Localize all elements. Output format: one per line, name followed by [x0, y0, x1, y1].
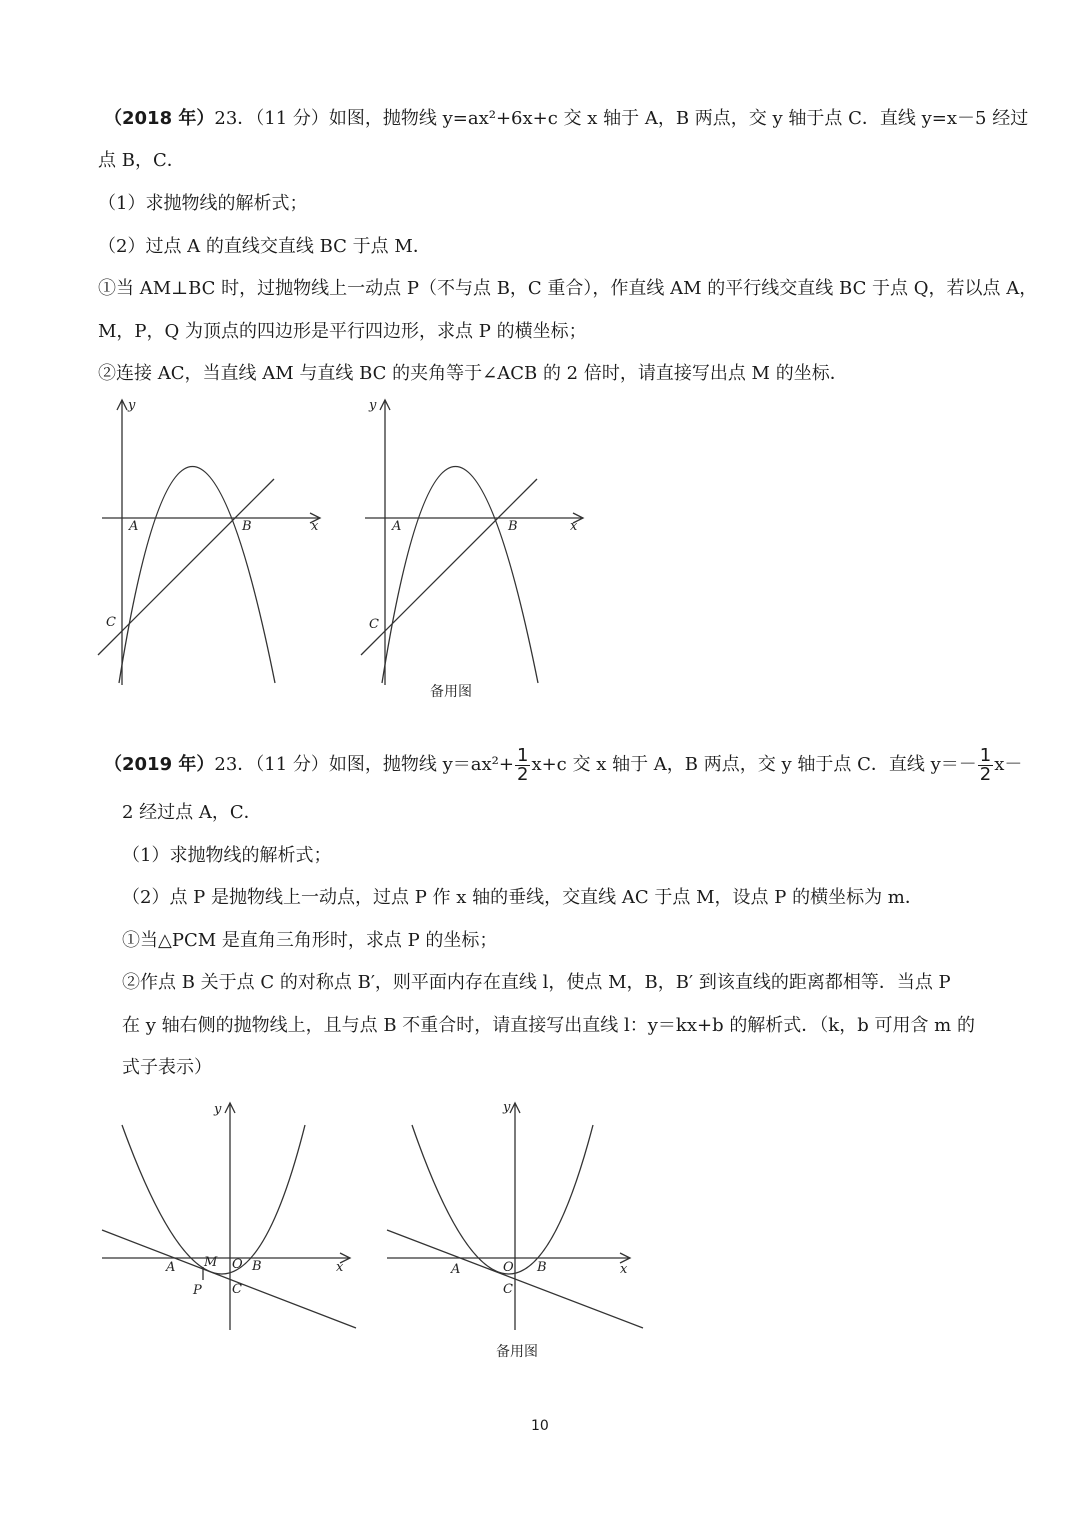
label-y: y [369, 398, 377, 413]
p2019-question-2-2c: 式子表示） [122, 1057, 212, 1078]
label-c: C [106, 615, 116, 630]
label-c: C [232, 1282, 242, 1297]
p2019-caption: 备用图 [496, 1344, 538, 1360]
fraction-half [515, 744, 530, 785]
label-o: O [503, 1260, 514, 1275]
label-b: B [242, 519, 252, 534]
p2018-figure-main [92, 395, 332, 690]
page-number: 10 [531, 1418, 549, 1434]
label-p: P [193, 1283, 202, 1298]
line-ac [102, 1230, 356, 1328]
label-m: M [204, 1255, 218, 1270]
p2019-line-1 [104, 745, 1022, 785]
label-a: A [166, 1260, 176, 1275]
label-c: C [369, 617, 379, 632]
p2018-caption: 备用图 [430, 684, 472, 700]
p2018-question-2-2: ②连接 AC，当直线 AM 与直线 BC 的夹角等于∠ACB 的 2 倍时，请直接写出点 M 的坐标． [98, 363, 848, 384]
fraction-denominator-2: 2 [979, 763, 992, 785]
label-a: A [392, 519, 402, 534]
p2019-stem-a: 23．（11 分）如图，抛物线 y＝ax²+ [214, 754, 514, 775]
p2019-stem-c: x－ [994, 754, 1023, 775]
parabola [119, 467, 275, 684]
label-x: x [311, 519, 319, 534]
parabola [382, 467, 538, 684]
p2018-line-1 [104, 107, 1028, 131]
p2018-question-2-1a: ①当 AM⊥BC 时，过抛物线上一动点 P（不与点 B，C 重合），作直线 AM 的平行线交直线 BC 于点 Q，若以点 A， [98, 278, 1038, 299]
p2018-question-1: （1）求抛物线的解析式； [98, 193, 308, 214]
p2018-line-2: 点 B，C． [98, 150, 185, 171]
fraction-half-2 [978, 744, 993, 785]
label-b: B [252, 1259, 262, 1274]
p2019-question-1: （1）求抛物线的解析式； [122, 845, 332, 866]
parabola [122, 1125, 305, 1274]
label-x: x [570, 519, 578, 534]
p2019-question-2-2b: 在 y 轴右侧的抛物线上，且与点 B 不重合时，请直接写出直线 l：y＝kx+b 的解析式．（k，b 可用含 m 的 [122, 1015, 975, 1036]
p2019-figure-main [100, 1095, 365, 1340]
p2018-question-2: （2）过点 A 的直线交直线 BC 于点 M． [98, 236, 431, 257]
fraction-numerator-2: 1 [979, 744, 992, 766]
label-b: B [508, 519, 518, 534]
p2019-line-2: 2 经过点 A，C． [122, 802, 262, 823]
p2018-figure-backup [355, 395, 595, 690]
fraction-denominator: 2 [516, 763, 529, 785]
label-y: y [128, 398, 136, 413]
label-y: y [214, 1102, 222, 1117]
label-x: x [336, 1260, 344, 1275]
label-a: A [451, 1262, 461, 1277]
label-x: x [620, 1262, 628, 1277]
fraction-numerator: 1 [516, 744, 529, 766]
label-o: O [232, 1257, 243, 1272]
label-a: A [129, 519, 139, 534]
p2018-question-2-1b: M，P，Q 为顶点的四边形是平行四边形，求点 P 的横坐标； [98, 321, 587, 342]
parabola [412, 1125, 593, 1274]
label-y: y [503, 1100, 511, 1115]
p2018-year: （2018 年） [104, 108, 215, 129]
p2019-figure-backup [385, 1095, 650, 1340]
label-b: B [537, 1260, 547, 1275]
p2018-stem: 23．（11 分）如图，抛物线 y=ax²+6x+c 交 x 轴于 A，B 两点，交 y 轴于点 C．直线 y=x－5 经过 [214, 108, 1029, 129]
p2019-year: （2019 年） [104, 754, 215, 775]
p2019-question-2-1: ①当△PCM 是直角三角形时，求点 P 的坐标； [122, 930, 498, 951]
p2019-question-2: （2）点 P 是抛物线上一动点，过点 P 作 x 轴的垂线，交直线 AC 于点 M，设点 P 的横坐标为 m． [122, 887, 923, 908]
label-c: C [503, 1282, 513, 1297]
p2019-question-2-2a: ②作点 B 关于点 C 的对称点 B′，则平面内存在直线 l，使点 M，B，B′ 到该直线的距离都相等．当点 P [122, 972, 951, 993]
p2019-stem-b: x+c 交 x 轴于 A，B 两点，交 y 轴于点 C．直线 y＝－ [531, 754, 977, 775]
